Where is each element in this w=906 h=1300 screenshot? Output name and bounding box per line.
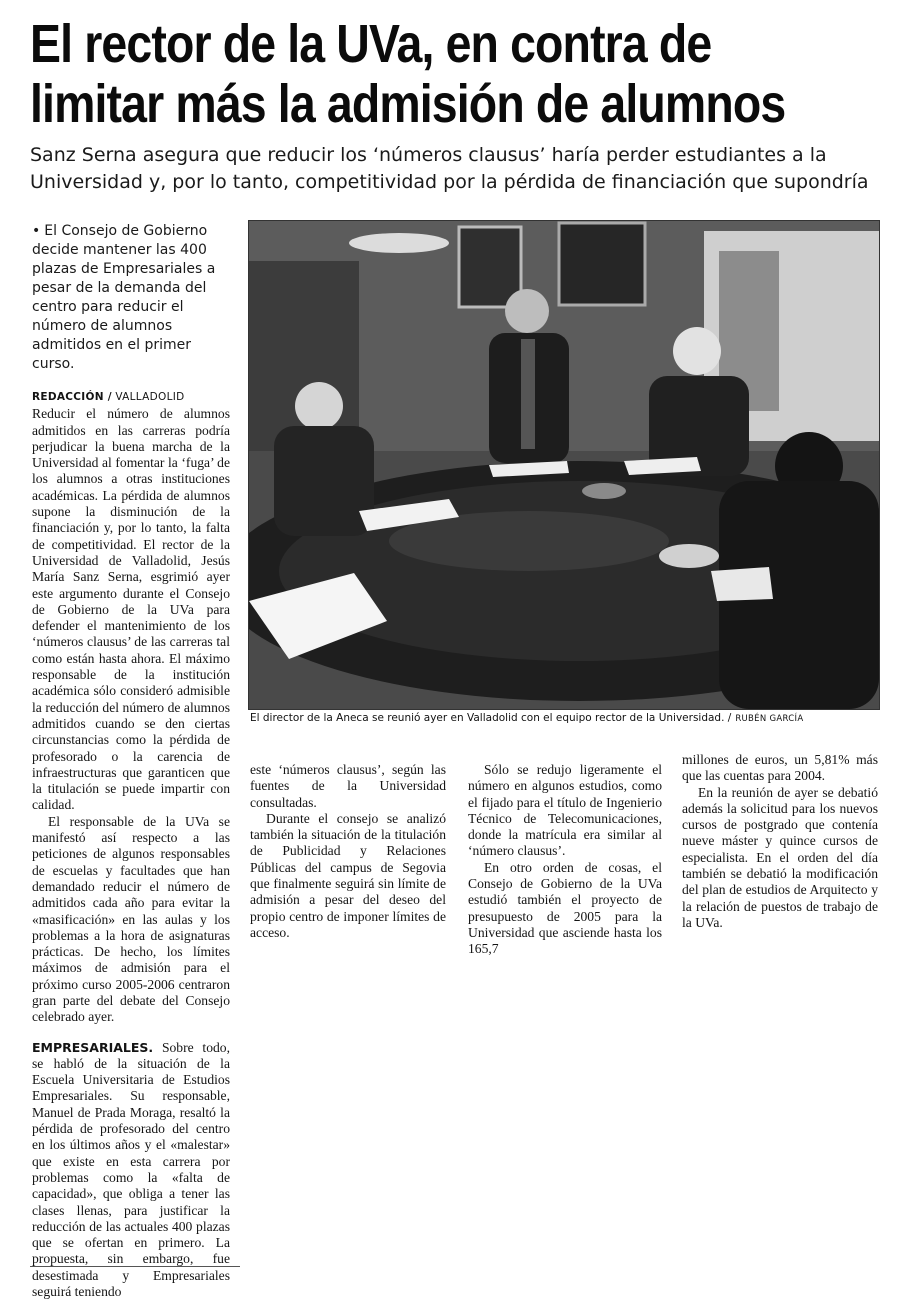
lead-text: El Consejo de Gobierno decide mantener las 400 plazas de Empresariales a pesar de la demanda del centro para reducir el número de alumnos admitidos en el primer curso. bbox=[32, 223, 216, 372]
paragraph: Reducir el número de alumnos admitidos en las carreras podría perjudicar la buena marcha de la Universidad al fomentar la ‘fuga’ de los alumnos a otras instituciones académicas. La pérdida de alumnos supone la disminución de la financiación y, por lo tanto, la falta de competitividad. El rector de la Universidad de Valladolid, Jesús María Sanz Serna, esgrimió ayer este argumento durante el Consejo de Gobierno de la UVa para defender el mantenimiento de los ‘números clausus’ de las carreras tal como están hasta ahora. El máximo responsable de la institución académica sólo consideró admisible la reducción del número de alumnos admitidos cuando se den ciertas circunstancias como la pérdida de profesorado o la carencia de infraestructuras que garanticen que la titulación se puede impartir con calidad. bbox=[32, 406, 230, 813]
headline bbox=[30, 14, 786, 134]
column-2 bbox=[250, 762, 446, 941]
photo-caption bbox=[250, 712, 890, 726]
lead-summary bbox=[32, 222, 228, 374]
paragraph: este ‘números clausus’, según las fuentes de la Universidad consultadas. bbox=[250, 762, 446, 810]
byline-location: VALLADOLID bbox=[115, 391, 185, 403]
paragraph: Durante el consejo se analizó también la situación de la titulación de Publicidad y Relaciones Públicas del campus de Segovia que finalmente seguirá sin límite de admisión a pesar del deseo del propio centro de imponer límites de acceso. bbox=[250, 810, 446, 940]
paragraph-with-subhead bbox=[32, 1040, 230, 1300]
paragraph: En la reunión de ayer se debatió además la solicitud para los nuevos cursos de postgrado que contenía nueve máster y quince cursos de especialista. En el orden del día también se debatió la modificación del plan de estudios de Arquitecto y la relación de puestos de trabajo de la UVa. bbox=[682, 784, 878, 930]
byline bbox=[32, 388, 230, 405]
meeting-photo bbox=[248, 220, 880, 710]
subtitle: Sanz Serna asegura que reducir los ‘números clausus’ haría perder estudiantes a la Universidad y, por lo tanto, competitividad por la pérdida de financiación que supondría bbox=[30, 144, 869, 193]
byline-kicker: REDACCIÓN / bbox=[32, 391, 112, 403]
paragraph: En otro orden de cosas, el Consejo de Gobierno de la UVa estudió también el proyecto de presupuesto de 2005 para la Universidad que asciende hasta los 165,7 bbox=[468, 859, 662, 957]
paragraph: El responsable de la UVa se manifestó así respecto a las peticiones de algunos responsables de escuelas y facultades que han demandado reducir el número de admitidos cada año para evitar la «masificación» en las aulas y los problemas a la hora de asignaturas prácticas. De hecho, los límites máximos de admisión para el próximo curso 2005-2006 centraron gran parte del debate del Consejo celebrado ayer. bbox=[32, 813, 230, 1025]
caption-text: El director de la Aneca se reunió ayer en Valladolid con el equipo rector de la Universidad. / bbox=[250, 712, 732, 724]
paragraph: Sólo se redujo ligeramente el número en algunos estudios, como el fijado para el título de Ingenierio Técnico de Telecomunicaciones, donde la matrícula era similar al ‘número clausus’. bbox=[468, 762, 662, 859]
column-3 bbox=[468, 762, 662, 958]
bottom-divider bbox=[30, 1266, 240, 1267]
column-4 bbox=[682, 752, 878, 931]
subhead: EMPRESARIALES. bbox=[32, 1039, 154, 1055]
bullet-icon: • bbox=[32, 223, 41, 239]
column-1 bbox=[32, 388, 230, 1300]
paragraph: millones de euros, un 5,81% más que las cuentas para 2004. bbox=[682, 752, 878, 784]
headline-line-1: El rector de la UVa, en contra de bbox=[30, 14, 712, 74]
headline-line-2: limitar más la admisión de alumnos bbox=[30, 74, 786, 134]
meeting-photo-illustration bbox=[249, 221, 879, 709]
photo-credit: RUBÉN GARCÍA bbox=[735, 714, 804, 724]
paragraph-text: Sobre todo, se habló de la situación de la Escuela Universitaria de Estudios Empresariales. Su responsable, Manuel de Prada Moraga, resaltó la pérdida de profesorado del centro en los últimos años y el «malestar» que existe en esta carrera por problemas como la «falta de capacidad», que obliga a tener las clases llenas, para justificar la reducción de las actuales 400 plazas que se ofertan en primero. La propuesta, sin embargo, fue desestimada y Empresariales seguirá teniendo bbox=[32, 1039, 230, 1300]
